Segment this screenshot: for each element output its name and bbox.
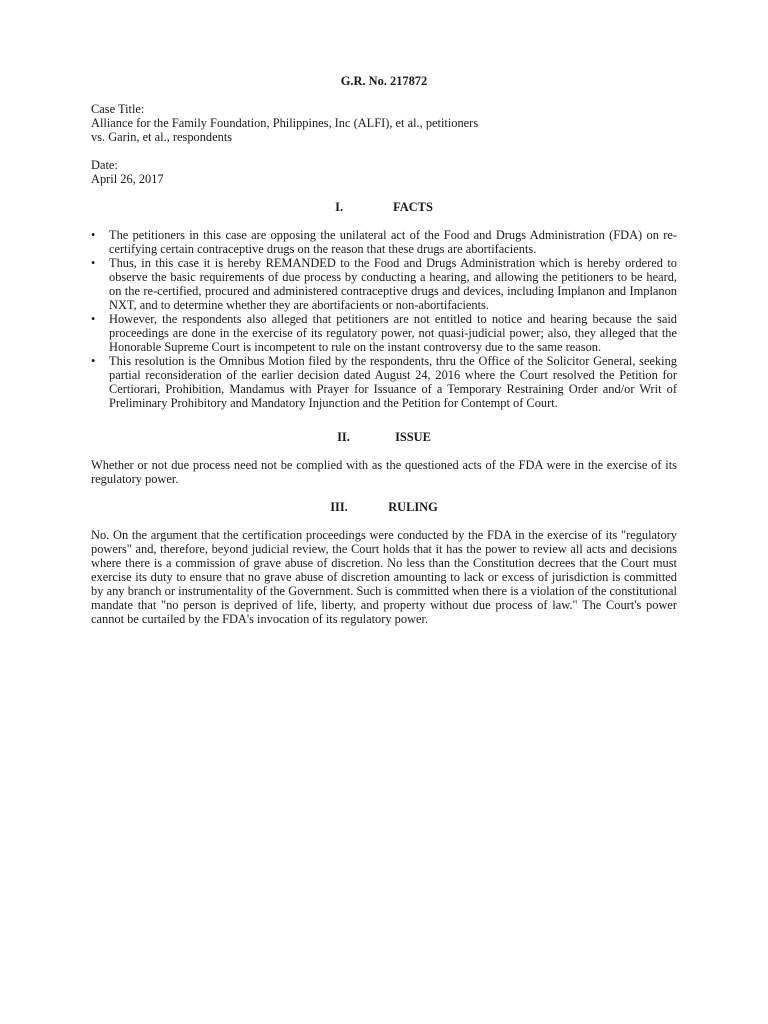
ruling-heading — [91, 500, 677, 514]
bullet-icon: • — [91, 354, 96, 368]
ruling-numeral: III. — [330, 500, 348, 514]
fact-text: This resolution is the Omnibus Motion filed by the respondents, thru the Office of the Solicitor General, seeking partial reconsideration of the earlier decision dated August 24, 2016 where the Court resolved the Petition for Certiorari, Prohibition, Mandamus with Prayer for Issuance of a Temporary Restraining Order and/or Writ of Preliminary Prohibitory and Mandatory Injunction and the Petition for Contempt of Court. — [109, 354, 677, 410]
list-item — [91, 256, 677, 312]
case-title-line-2: vs. Garin, et al., respondents — [91, 130, 233, 144]
list-item — [91, 354, 677, 410]
case-title-line-1: Alliance for the Family Foundation, Philippines, Inc (ALFI), et al., petitioners — [91, 116, 479, 130]
ruling-heading-text: RULING — [388, 500, 438, 514]
fact-text: Thus, in this case it is hereby REMANDED to the Food and Drugs Administration which is hereby ordered to observe the basic requirements of due process by conducting a hearing, and allowing the petitioners to be heard, on the re-certified, procured and administered contraceptive drugs and devices, including Implanon and Implanon NXT, and to determine whether they are abortifacients or non-abortifacients. — [109, 256, 677, 312]
list-item — [91, 228, 677, 256]
fact-text: The petitioners in this case are opposing the unilateral act of the Food and Drugs Administration (FDA) on re-certifying certain contraceptive drugs on the reason that these drugs are abortifacients. — [109, 228, 677, 256]
bullet-icon: • — [91, 312, 96, 326]
date-label: Date: — [91, 158, 118, 172]
issue-text: Whether or not due process need not be complied with as the questioned acts of the FDA were in the exercise of its regulatory power. — [91, 458, 677, 486]
list-item — [91, 312, 677, 354]
facts-list — [91, 228, 677, 410]
document-body — [91, 74, 677, 626]
case-title-label: Case Title: — [91, 102, 145, 116]
gr-number: G.R. No. 217872 — [340, 74, 428, 88]
bullet-icon: • — [91, 256, 96, 270]
ruling-text: No. On the argument that the certification proceedings were conducted by the FDA in the exercise of its "regulatory powers" and, therefore, beyond judicial review, the Court holds that it has the power to review all acts and decisions where there is a commission of grave abuse of discretion. No less than the Constitution decrees that the Court must exercise its duty to ensure that no grave abuse of discretion amounting to lack or excess of jurisdiction is committed by any branch or instrumentality of the Government. Such is committed when there is a violation of the constitutional mandate that "no person is deprived of life, liberty, and property without due process of law." The Court's power cannot be curtailed by the FDA's invocation of its regulatory power. — [91, 528, 677, 626]
facts-heading — [91, 200, 677, 214]
issue-heading — [91, 430, 677, 444]
facts-heading-text: FACTS — [393, 200, 433, 214]
issue-heading-text: ISSUE — [395, 430, 431, 444]
issue-numeral: II. — [337, 430, 350, 444]
date-value: April 26, 2017 — [91, 172, 164, 186]
fact-text: However, the respondents also alleged that petitioners are not entitled to notice and hearing because the said proceedings are done in the exercise of its regulatory power, not quasi-judicial power; also, they alleged that the Honorable Supreme Court is incompetent to rule on the instant controversy due to the same reason. — [109, 312, 677, 354]
bullet-icon: • — [91, 228, 96, 242]
facts-numeral: I. — [335, 200, 344, 214]
